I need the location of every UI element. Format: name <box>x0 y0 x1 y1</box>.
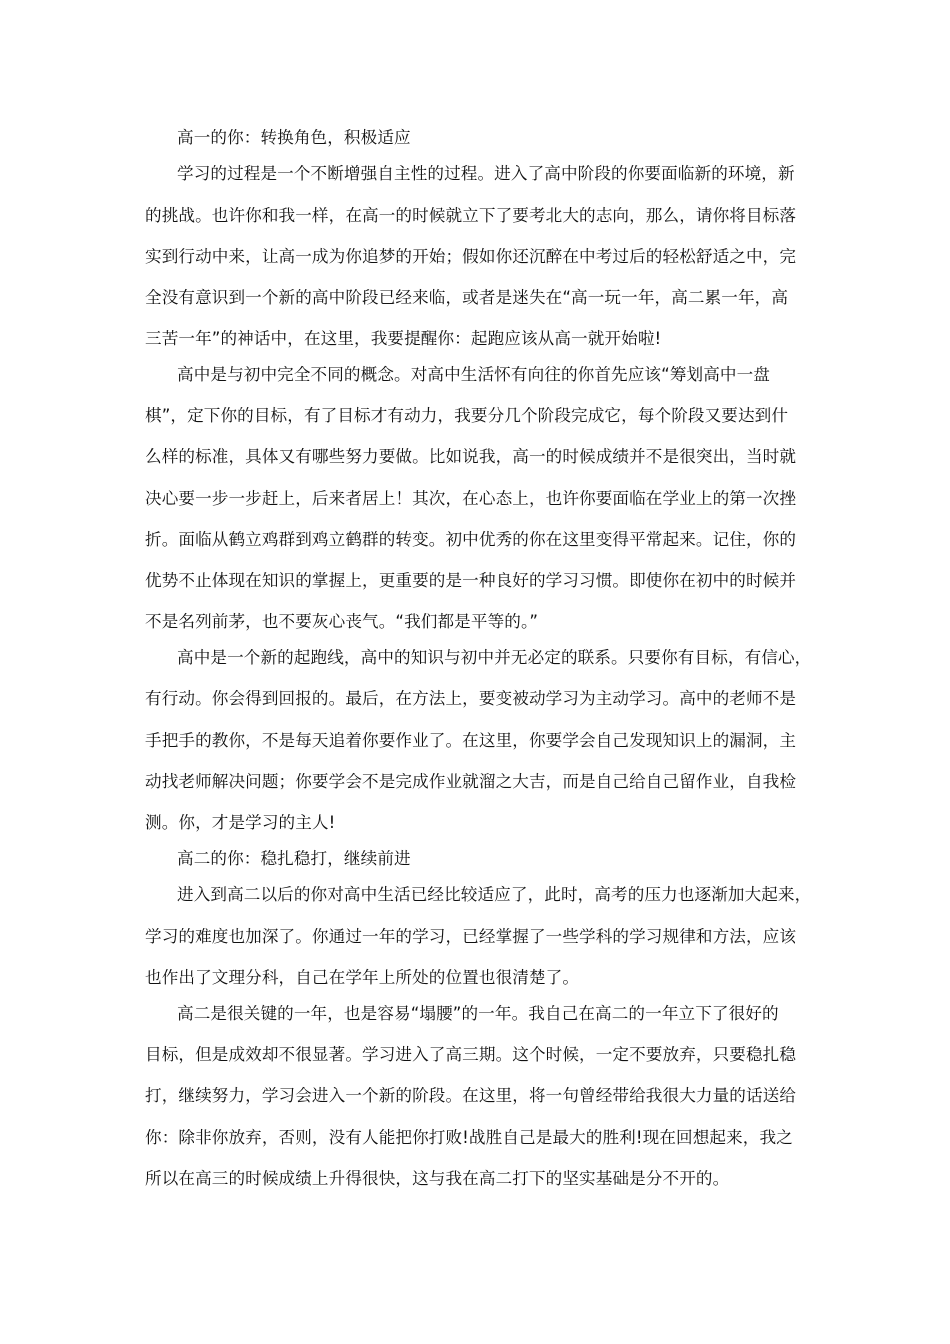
paragraph-line: 优势不止体现在知识的掌握上，更重要的是一种良好的学习习惯。即使你在初中的时候并 <box>145 571 797 590</box>
paragraph-line: 高中是与初中完全不同的概念。对高中生活怀有向往的你首先应该“筹划高中一盘 <box>177 365 770 384</box>
paragraph-line: 折。面临从鹤立鸡群到鸡立鹤群的转变。初中优秀的你在这里变得平常起来。记住，你的 <box>145 530 797 549</box>
paragraph-line: 全没有意识到一个新的高中阶段已经来临，或者是迷失在“高一玩一年，高二累一年，高 <box>145 288 789 307</box>
paragraph-line: 有行动。你会得到回报的。最后，在方法上，要变被动学习为主动学习。高中的老师不是 <box>145 689 797 708</box>
paragraph-line: 实到行动中来，让高一成为你追梦的开始；假如你还沉醉在中考过后的轻松舒适之中，完 <box>145 247 797 266</box>
paragraph-line: 所以在高三的时候成绩上升得很快，这与我在高二打下的坚实基础是分不开的。 <box>145 1169 730 1188</box>
paragraph-line: 的挑战。也许你和我一样，在高一的时候就立下了要考北大的志向，那么，请你将目标落 <box>145 206 797 225</box>
paragraph-line: 学习的过程是一个不断增强自主性的过程。进入了高中阶段的你要面临新的环境，新 <box>177 164 795 183</box>
paragraph-line: 也作出了文理分科，自己在学年上所处的位置也很清楚了。 <box>145 968 580 987</box>
paragraph-line: 测。你，才是学习的主人! <box>145 813 336 832</box>
paragraph-line: 打，继续努力，学习会进入一个新的阶段。在这里，将一句曾经带给我很大力量的话送给 <box>145 1086 797 1105</box>
paragraph-line: 目标，但是成效却不很显著。学习进入了高三期。这个时候，一定不要放弃，只要稳扎稳 <box>145 1045 797 1064</box>
paragraph-line: 棋”，定下你的目标，有了目标才有动力，我要分几个阶段完成它，每个阶段又要达到什 <box>145 406 789 425</box>
heading-gaoer: 高二的你：稳扎稳打，继续前进 <box>177 849 411 868</box>
paragraph-line: 决心要一步一步赶上，后来者居上！其次，在心态上，也许你要面临在学业上的第一次挫 <box>145 489 797 508</box>
paragraph-line: 三苦一年”的神话中，在这里，我要提醒你：起跑应该从高一就开始啦! <box>145 329 662 348</box>
paragraph-line: 学习的难度也加深了。你通过一年的学习，已经掌握了一些学科的学习规律和方法，应该 <box>145 927 797 946</box>
paragraph-line: 手把手的教你，不是每天追着你要作业了。在这里，你要学会自己发现知识上的漏洞，主 <box>145 731 797 750</box>
paragraph-line: 动找老师解决问题；你要学会不是完成作业就溜之大吉，而是自己给自己留作业，自我检 <box>145 772 797 791</box>
paragraph-line: 进入到高二以后的你对高中生活已经比较适应了，此时，高考的压力也逐渐加大起来， <box>177 885 812 904</box>
heading-gaoyi: 高一的你：转换角色，积极适应 <box>177 128 411 147</box>
paragraph-line: 你：除非你放弃，否则，没有人能把你打败!战胜自己是最大的胜利!现在回想起来，我之 <box>145 1128 793 1147</box>
paragraph-line: 高二是很关键的一年，也是容易“塌腰”的一年。我自己在高二的一年立下了很好的 <box>177 1004 779 1023</box>
paragraph-line: 么样的标准，具体又有哪些努力要做。比如说我，高一的时候成绩并不是很突出，当时就 <box>145 447 797 466</box>
paragraph-line: 不是名列前茅，也不要灰心丧气。“我们都是平等的。” <box>145 612 539 631</box>
paragraph-line: 高中是一个新的起跑线，高中的知识与初中并无必定的联系。只要你有目标，有信心， <box>177 648 812 667</box>
